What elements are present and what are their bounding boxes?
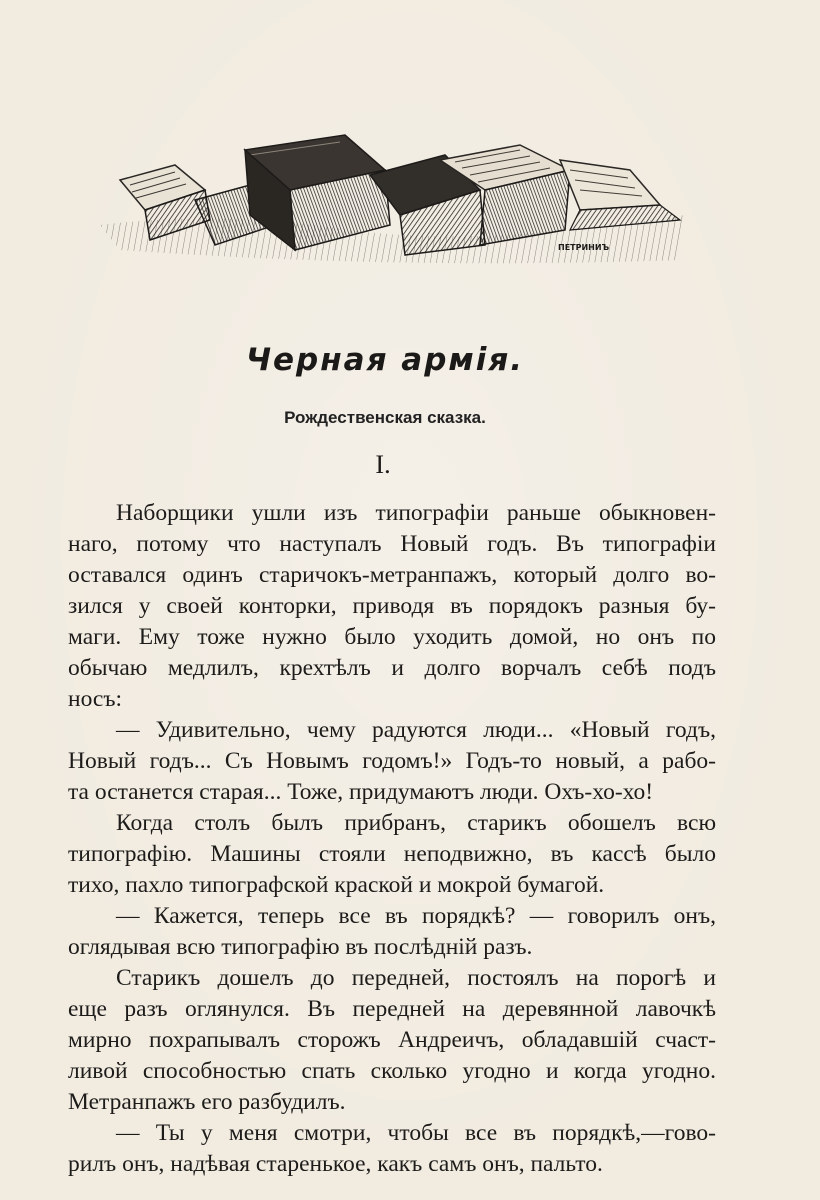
books-vignette-illustration xyxy=(100,130,690,280)
text-line: оставался одинъ старичокъ-метранпажъ, который долго во- xyxy=(68,562,716,588)
text-line: обычаю медлилъ, крехтѣлъ и долго ворчалъ себѣ подъ xyxy=(68,655,716,681)
text-line: носъ: xyxy=(68,686,123,712)
vignette-signature: ПЕТРИНИЪ xyxy=(558,243,610,252)
chapter-number: I. xyxy=(375,450,391,479)
text-line: оглядывая всю типографію въ послѣдній разъ. xyxy=(68,934,533,960)
story-title: Черная армія. xyxy=(245,342,525,378)
text-line: маги. Ему тоже нужно было уходить домой, но онъ по xyxy=(68,624,716,650)
text-line: наго, потому что наступалъ Новый годъ. Въ типографіи xyxy=(68,531,716,557)
text-line: тихо, пахло типографской краской и мокрой бумагой. xyxy=(68,872,605,898)
text-line: — Кажется, теперь все въ порядкѣ? — говорилъ онъ, xyxy=(116,903,716,929)
story-body-text xyxy=(68,498,716,1180)
text-line: Старикъ дошелъ до передней, постоялъ на порогѣ и xyxy=(116,965,716,991)
story-subtitle: Рождественская сказка. xyxy=(284,408,486,427)
text-line: — Удивительно, чему радуются люди... «Новый годъ, xyxy=(116,717,716,743)
text-line: рилъ онъ, надѣвая старенькое, какъ самъ онъ, пальто. xyxy=(68,1151,603,1177)
text-line: типографію. Машины стояли неподвижно, въ кассѣ было xyxy=(68,841,716,867)
text-line: Когда столъ былъ прибранъ, старикъ обошелъ всю xyxy=(116,810,716,836)
text-line: зился у своей конторки, приводя въ порядокъ разныя бу- xyxy=(68,593,716,619)
text-line: Наборщики ушли изъ типографіи раньше обыкновен- xyxy=(116,500,716,526)
text-line: ливой способностью спать сколько угодно и когда угодно. xyxy=(68,1058,716,1084)
text-line: Новый годъ... Съ Новымъ годомъ!» Годъ-то новый, а рабо- xyxy=(68,748,716,774)
text-line: еще разъ оглянулся. Въ передней на деревянной лавочкѣ xyxy=(68,996,716,1022)
text-line: мирно похрапывалъ сторожъ Андреичъ, обладавшій счаст- xyxy=(68,1027,716,1053)
text-line: та останется старая... Тоже, придумаютъ люди. Охъ-хо-хо! xyxy=(68,779,654,805)
text-line: — Ты у меня смотри, чтобы все въ порядкѣ,—гово- xyxy=(116,1120,716,1146)
text-line: Метранпажъ его разбудилъ. xyxy=(68,1089,346,1115)
